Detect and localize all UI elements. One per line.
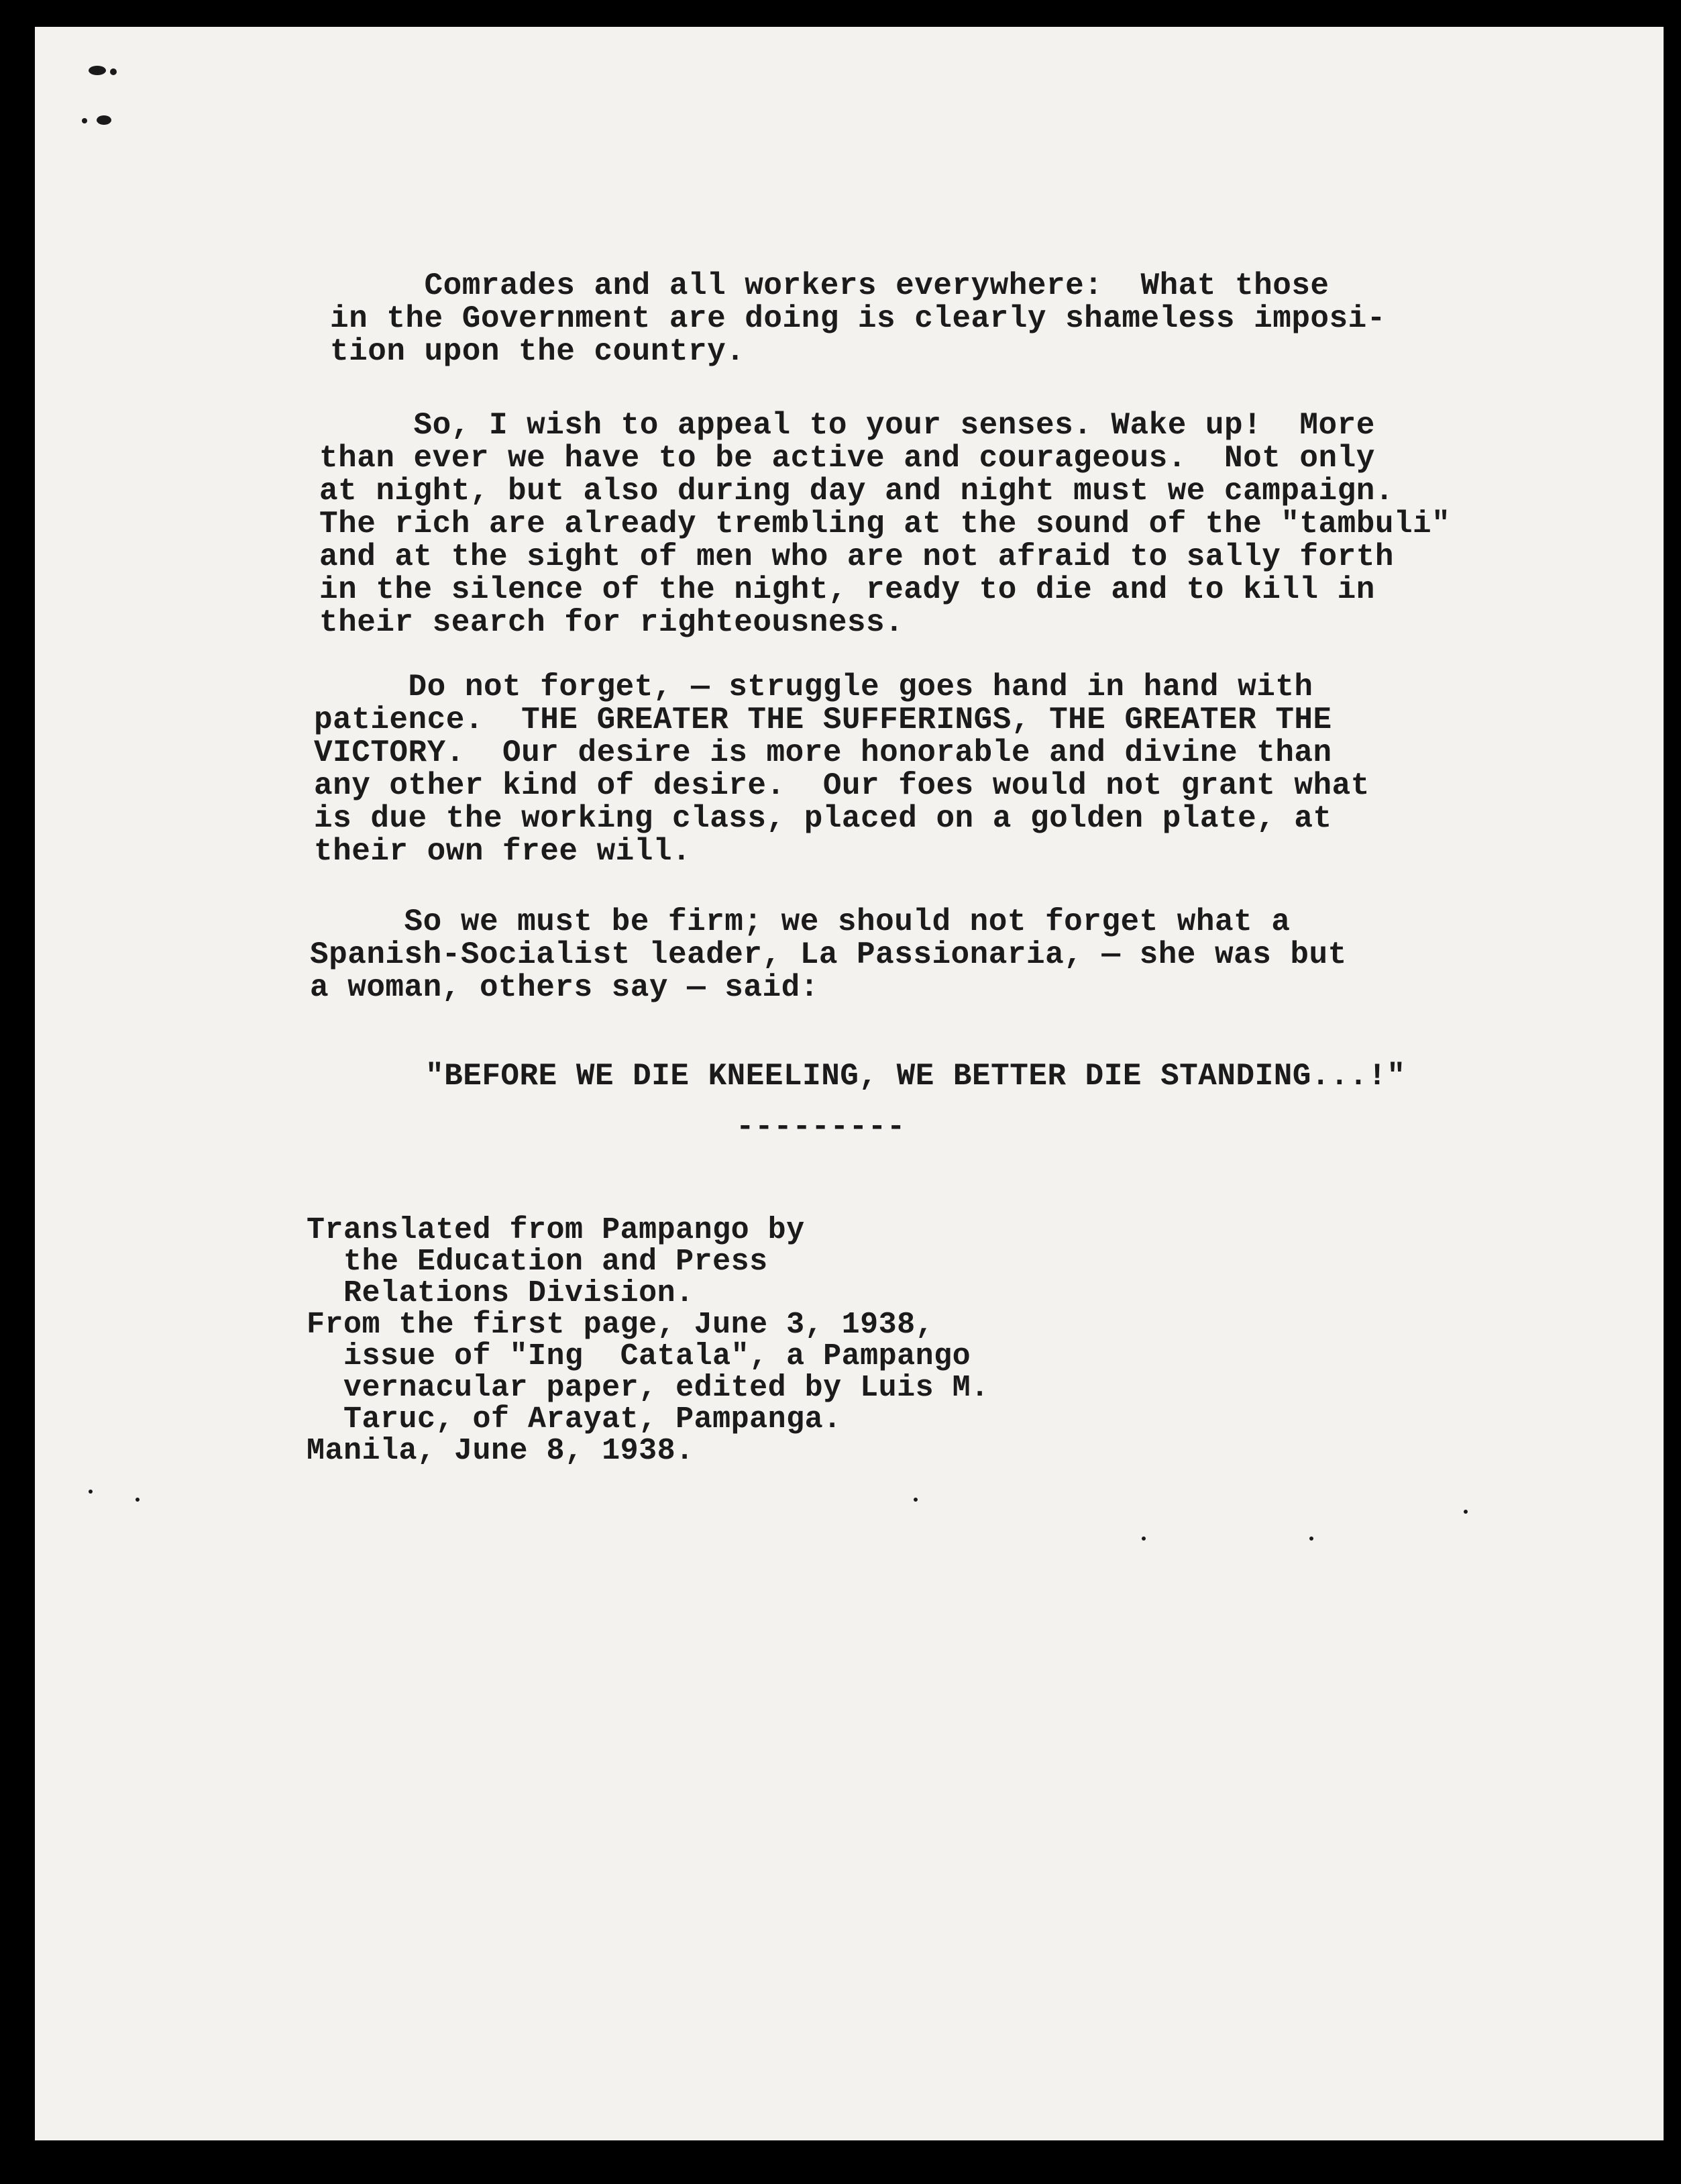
paragraph-4-line: a woman, others say — said:	[310, 970, 819, 1005]
footer-line: issue of "Ing Catala", a Pampango	[307, 1339, 971, 1373]
paragraph-2-line: The rich are already trembling at the sound of the "tambuli"	[319, 507, 1451, 541]
paragraph-2-line: their search for righteousness.	[319, 605, 904, 640]
ink-smudge	[97, 115, 111, 125]
paragraph-3-line: their own free will.	[314, 834, 692, 869]
footer-line: the Education and Press	[307, 1245, 768, 1279]
paragraph-2-line: So, I wish to appeal to your senses. Wake up! More	[319, 408, 1375, 443]
closing-quote: "BEFORE WE DIE KNEELING, WE BETTER DIE STANDING...!"	[425, 1059, 1406, 1094]
paragraph-4	[310, 906, 1347, 1004]
separator-line: ---------	[736, 1110, 906, 1145]
ink-smudge	[82, 118, 87, 123]
paragraph-1-line: tion upon the country.	[330, 334, 745, 369]
paragraph-3-line: patience. THE GREATER THE SUFFERINGS, THE GREATER THE	[314, 703, 1332, 737]
footer-line: Relations Division.	[307, 1276, 694, 1310]
paragraph-2	[319, 409, 1450, 639]
paragraph-3	[314, 671, 1370, 868]
ink-speck	[135, 1498, 140, 1502]
paragraph-2-line: at night, but also during day and night must we campaign.	[319, 474, 1394, 509]
typewritten-page	[35, 27, 1664, 2140]
paragraph-2-line: than ever we have to be active and courageous. Not only	[319, 441, 1375, 476]
ink-speck	[1309, 1537, 1313, 1541]
paragraph-1-line: Comrades and all workers everywhere: What those	[330, 268, 1330, 303]
paragraph-1-line: in the Government are doing is clearly shameless imposi-	[330, 301, 1386, 336]
paragraph-3-line: any other kind of desire. Our foes would not grant what	[314, 768, 1370, 803]
ink-smudge	[110, 68, 117, 75]
paragraph-3-line: is due the working class, placed on a golden plate, at	[314, 801, 1332, 836]
paragraph-4-line: Spanish-Socialist leader, La Passionaria, — she was but	[310, 937, 1347, 972]
footer-line: From the first page, June 3, 1938,	[307, 1308, 934, 1342]
paragraph-4-line: So we must be firm; we should not forget what a	[310, 904, 1291, 939]
paragraph-2-line: in the silence of the night, ready to die and to kill in	[319, 572, 1375, 607]
ink-speck	[89, 1490, 93, 1494]
paragraph-2-line: and at the sight of men who are not afraid to sally forth	[319, 539, 1394, 574]
paragraph-1	[330, 270, 1386, 368]
ink-speck	[1142, 1537, 1146, 1541]
footer-line: vernacular paper, edited by Luis M.	[307, 1371, 989, 1405]
translation-note	[307, 1214, 989, 1467]
ink-speck	[914, 1498, 918, 1502]
footer-line: Manila, June 8, 1938.	[307, 1434, 694, 1468]
paragraph-3-line: VICTORY. Our desire is more honorable and divine than	[314, 735, 1332, 770]
footer-line: Translated from Pampango by	[307, 1213, 805, 1247]
paragraph-3-line: Do not forget, — struggle goes hand in hand with	[314, 670, 1313, 705]
ink-smudge	[89, 66, 106, 75]
ink-speck	[1464, 1510, 1468, 1514]
footer-line: Taruc, of Arayat, Pampanga.	[307, 1402, 842, 1437]
